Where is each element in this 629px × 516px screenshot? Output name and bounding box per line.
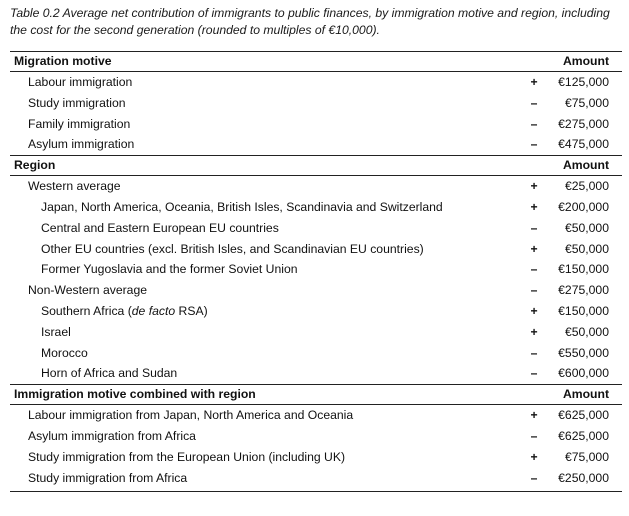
row-label: Central and Eastern European EU countries [41,220,279,235]
sign-indicator: + [530,408,538,423]
table-row [10,343,622,364]
table-row [10,239,622,260]
row-label: Labour immigration from Japan, North America and Oceania [28,408,354,423]
table-row [10,218,622,239]
row-amount: €150,000 [558,262,609,277]
row-label: Asylum immigration [28,137,135,152]
row-amount: €475,000 [558,137,609,152]
row-amount: €50,000 [564,324,609,339]
row-label: Other EU countries (excl. British Isles, and Scandinavian EU countries) [41,241,424,256]
table-row [10,468,622,489]
table-row [10,259,622,280]
sign-indicator: – [530,283,538,298]
table-row [10,363,622,384]
row-amount: €550,000 [558,345,609,360]
row-label: Western average [28,179,121,194]
row-label: Study immigration from the European Union (including UK) [28,449,346,464]
table-row [10,134,622,155]
row-label: Horn of Africa and Sudan [41,366,178,381]
table-row [10,114,622,135]
sign-indicator: + [530,199,538,214]
sign-indicator: – [530,116,538,131]
row-amount: €50,000 [564,220,609,235]
section-header [10,51,622,72]
row-amount: €75,000 [564,95,609,110]
sign-indicator: – [530,137,538,152]
sign-indicator: – [530,262,538,277]
row-amount: €75,000 [564,449,609,464]
table-row [10,197,622,218]
section-header-label: Immigration motive combined with region [14,387,256,402]
row-amount: €25,000 [564,179,609,194]
table-row [10,426,622,447]
sign-indicator: + [530,324,538,339]
amount-column-header: Amount [562,54,609,68]
row-amount: €275,000 [558,116,609,131]
row-label: Non-Western average [28,283,148,298]
row-label: Study immigration from Africa [28,470,188,485]
row-label: Morocco [41,345,88,360]
section-header [10,384,622,405]
contribution-table [10,51,622,488]
sign-indicator: – [530,470,538,485]
row-label: Israel [41,324,71,339]
row-amount: €275,000 [558,283,609,298]
row-label: Japan, North America, Oceania, British Isles, Scandinavia and Switzerland [41,199,443,214]
table-row [10,93,622,114]
row-label: Labour immigration [28,75,133,89]
section-header-label: Region [14,158,56,173]
row-amount: €625,000 [558,428,609,443]
sign-indicator: – [530,345,538,360]
amount-column-header: Amount [562,158,609,173]
table-row [10,322,622,343]
table-row [10,447,622,468]
row-amount: €200,000 [558,199,609,214]
row-label: Former Yugoslavia and the former Soviet Union [41,262,298,277]
row-label: Family immigration [28,116,131,131]
row-label: Asylum immigration from Africa [28,428,196,443]
row-amount: €50,000 [564,241,609,256]
sign-indicator: – [530,366,538,381]
sign-indicator: – [530,95,538,110]
sign-indicator: – [530,428,538,443]
table-row [10,176,622,197]
table-row [10,72,622,93]
sign-indicator: + [530,179,538,194]
table-row [10,405,622,426]
section-header-label: Migration motive [14,54,112,68]
sign-indicator: + [530,241,538,256]
table-row [10,301,622,322]
sign-indicator: + [530,303,538,318]
sign-indicator: + [530,449,538,464]
row-amount: €250,000 [558,470,609,485]
amount-column-header: Amount [562,387,609,402]
row-amount: €600,000 [558,366,609,381]
section-header [10,155,622,176]
row-amount: €150,000 [558,303,609,318]
table-bottom-rule [10,491,622,492]
row-label: Study immigration [28,95,126,110]
row-label: Southern Africa (de facto RSA) [41,303,208,318]
row-amount: €125,000 [558,75,609,89]
table-caption: Table 0.2 Average net contribution of immigrants to public finances, by immigration motive and region, including the cost for the second generation (rounded to multiples of €10,000). [10,6,610,37]
table-row [10,280,622,301]
row-amount: €625,000 [558,408,609,423]
sign-indicator: + [530,75,538,89]
sign-indicator: – [530,220,538,235]
